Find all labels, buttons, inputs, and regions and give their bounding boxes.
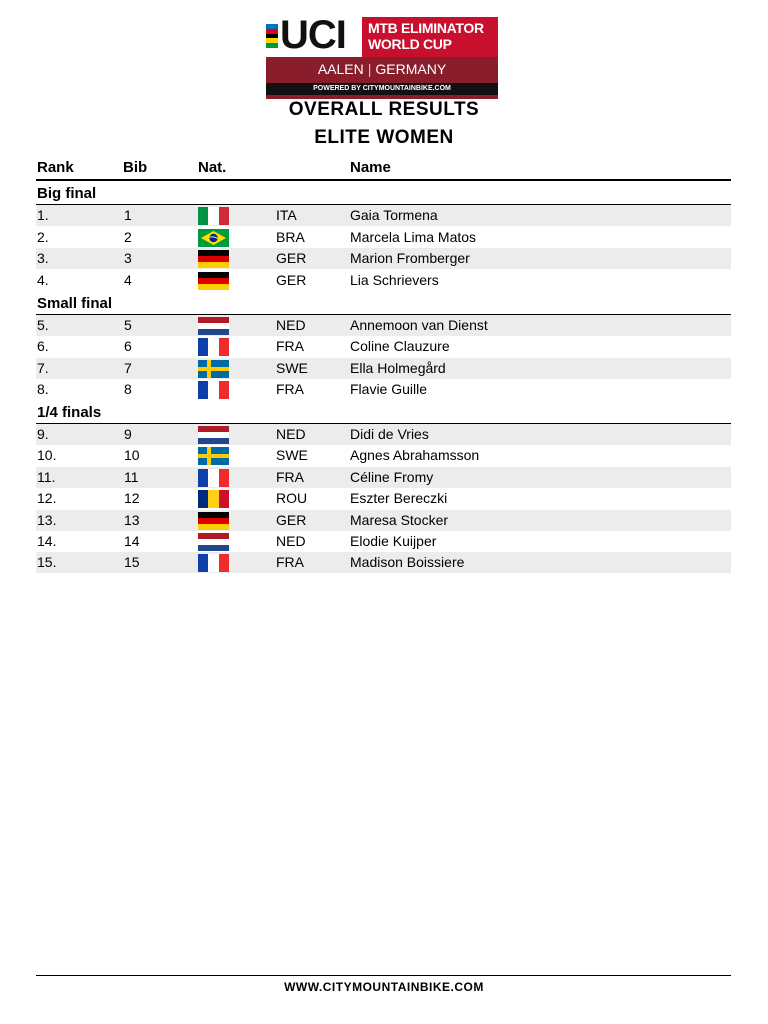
column-header-nat: Nat. (198, 159, 227, 176)
name-cell: Maresa Stocker (350, 511, 449, 528)
nationality-cell: FRA (276, 380, 304, 397)
table-row (36, 227, 731, 248)
table-row (36, 531, 731, 552)
header-divider (36, 179, 731, 181)
netherlands-flag-icon (198, 533, 229, 551)
rank-cell: 4. (37, 271, 49, 288)
event-location-block (266, 57, 498, 99)
uci-logo-block (266, 13, 366, 57)
rank-cell: 14. (37, 533, 57, 549)
table-row (36, 488, 731, 509)
france-flag-icon (198, 381, 229, 399)
nationality-cell: FRA (276, 468, 304, 485)
nationality-cell: BRA (276, 228, 305, 245)
column-header-name: Name (350, 159, 391, 176)
rank-cell: 9. (37, 426, 49, 442)
table-row (36, 467, 731, 488)
italy-flag-icon (198, 207, 229, 225)
uci-wordmark: UCI (280, 13, 346, 57)
bib-cell: 9 (124, 426, 132, 442)
bib-cell: 5 (124, 317, 132, 333)
bib-cell: 2 (124, 228, 132, 245)
event-city: AALEN (317, 61, 364, 77)
footer-divider (36, 975, 731, 976)
name-cell: Céline Fromy (350, 468, 434, 485)
table-row (36, 424, 731, 445)
column-header-bib: Bib (123, 159, 148, 176)
netherlands-flag-icon (198, 426, 229, 444)
nationality-cell: SWE (276, 359, 308, 376)
nationality-cell: SWE (276, 447, 308, 464)
name-cell: Ella Holmegård (350, 359, 446, 376)
name-cell: Agnes Abrahamsson (350, 447, 480, 464)
event-name-line1: MTB ELIMINATOR (368, 20, 484, 36)
france-flag-icon (198, 338, 229, 356)
germany-flag-icon (198, 272, 229, 290)
rank-cell: 15. (37, 554, 57, 571)
rank-cell: 11. (37, 468, 56, 485)
nationality-cell: ITA (276, 207, 297, 223)
nationality-cell: FRA (276, 554, 304, 571)
section-title: Small final (37, 295, 113, 312)
nationality-cell: NED (276, 426, 306, 442)
event-country: GERMANY (375, 61, 447, 77)
netherlands-flag-icon (198, 317, 229, 335)
bib-cell: 7 (124, 359, 132, 376)
rank-cell: 3. (37, 250, 49, 266)
bib-cell: 14 (124, 533, 140, 549)
bib-cell: 4 (124, 271, 132, 288)
sweden-flag-icon (198, 360, 229, 378)
table-row (36, 336, 731, 357)
nationality-cell: GER (276, 271, 307, 288)
germany-flag-icon (198, 250, 229, 268)
rank-cell: 10. (37, 447, 57, 464)
table-row (36, 552, 731, 573)
section-title: 1/4 finals (37, 404, 102, 421)
bib-cell: 12 (124, 490, 140, 507)
nationality-cell: NED (276, 533, 306, 549)
name-cell: Flavie Guille (350, 380, 428, 397)
table-row (36, 358, 731, 379)
event-name-line2: WORLD CUP (368, 36, 452, 52)
rank-cell: 5. (37, 317, 49, 333)
rank-cell: 6. (37, 338, 49, 355)
bib-cell: 10 (124, 447, 140, 464)
sweden-flag-icon (198, 447, 229, 465)
footer-website: WWW.CITYMOUNTAINBIKE.COM (284, 980, 484, 994)
uci-rainbow-stripes-icon (266, 24, 278, 48)
table-row (36, 248, 731, 269)
name-cell: Gaia Tormena (350, 207, 438, 223)
rank-cell: 13. (37, 511, 57, 528)
france-flag-icon (198, 469, 229, 487)
page-subtitle: ELITE WOMEN (314, 127, 454, 148)
rank-cell: 2. (37, 228, 49, 245)
column-header-rank: Rank (37, 159, 74, 176)
rank-cell: 7. (37, 359, 49, 376)
name-cell: Marion Fromberger (350, 250, 470, 266)
france-flag-icon (198, 554, 229, 572)
nationality-cell: FRA (276, 338, 304, 355)
event-name-block (362, 17, 498, 57)
bib-cell: 8 (124, 380, 132, 397)
table-row (36, 510, 731, 531)
romania-flag-icon (198, 490, 229, 508)
name-cell: Lia Schrievers (350, 271, 439, 288)
table-row (36, 379, 731, 400)
bib-cell: 15 (124, 554, 140, 571)
name-cell: Coline Clauzure (350, 338, 450, 355)
table-row (36, 445, 731, 466)
name-cell: Eszter Bereczki (350, 490, 448, 507)
name-cell: Madison Boissiere (350, 554, 465, 571)
table-row (36, 315, 731, 336)
event-location: AALEN | GERMANY (317, 61, 447, 77)
rank-cell: 1. (37, 207, 49, 223)
name-cell: Elodie Kuijper (350, 533, 437, 549)
page-title: OVERALL RESULTS (288, 99, 480, 120)
bib-cell: 1 (124, 207, 132, 223)
bib-cell: 3 (124, 250, 132, 266)
nationality-cell: ROU (276, 490, 308, 507)
name-cell: Didi de Vries (350, 426, 429, 442)
event-logo (266, 13, 498, 97)
nationality-cell: GER (276, 250, 307, 266)
bib-cell: 11 (124, 468, 139, 485)
germany-flag-icon (198, 512, 229, 530)
rank-cell: 12. (37, 490, 57, 507)
nationality-cell: GER (276, 511, 307, 528)
bib-cell: 6 (124, 338, 132, 355)
name-cell: Marcela Lima Matos (350, 228, 477, 245)
nationality-cell: NED (276, 317, 306, 333)
bib-cell: 13 (124, 511, 140, 528)
name-cell: Annemoon van Dienst (350, 317, 488, 333)
rank-cell: 8. (37, 380, 49, 397)
table-row (36, 270, 731, 291)
powered-by-banner: POWERED BY CITYMOUNTAINBIKE.COM (266, 83, 498, 95)
brazil-flag-icon (198, 229, 229, 247)
section-title: Big final (37, 185, 97, 202)
table-row (36, 205, 731, 226)
